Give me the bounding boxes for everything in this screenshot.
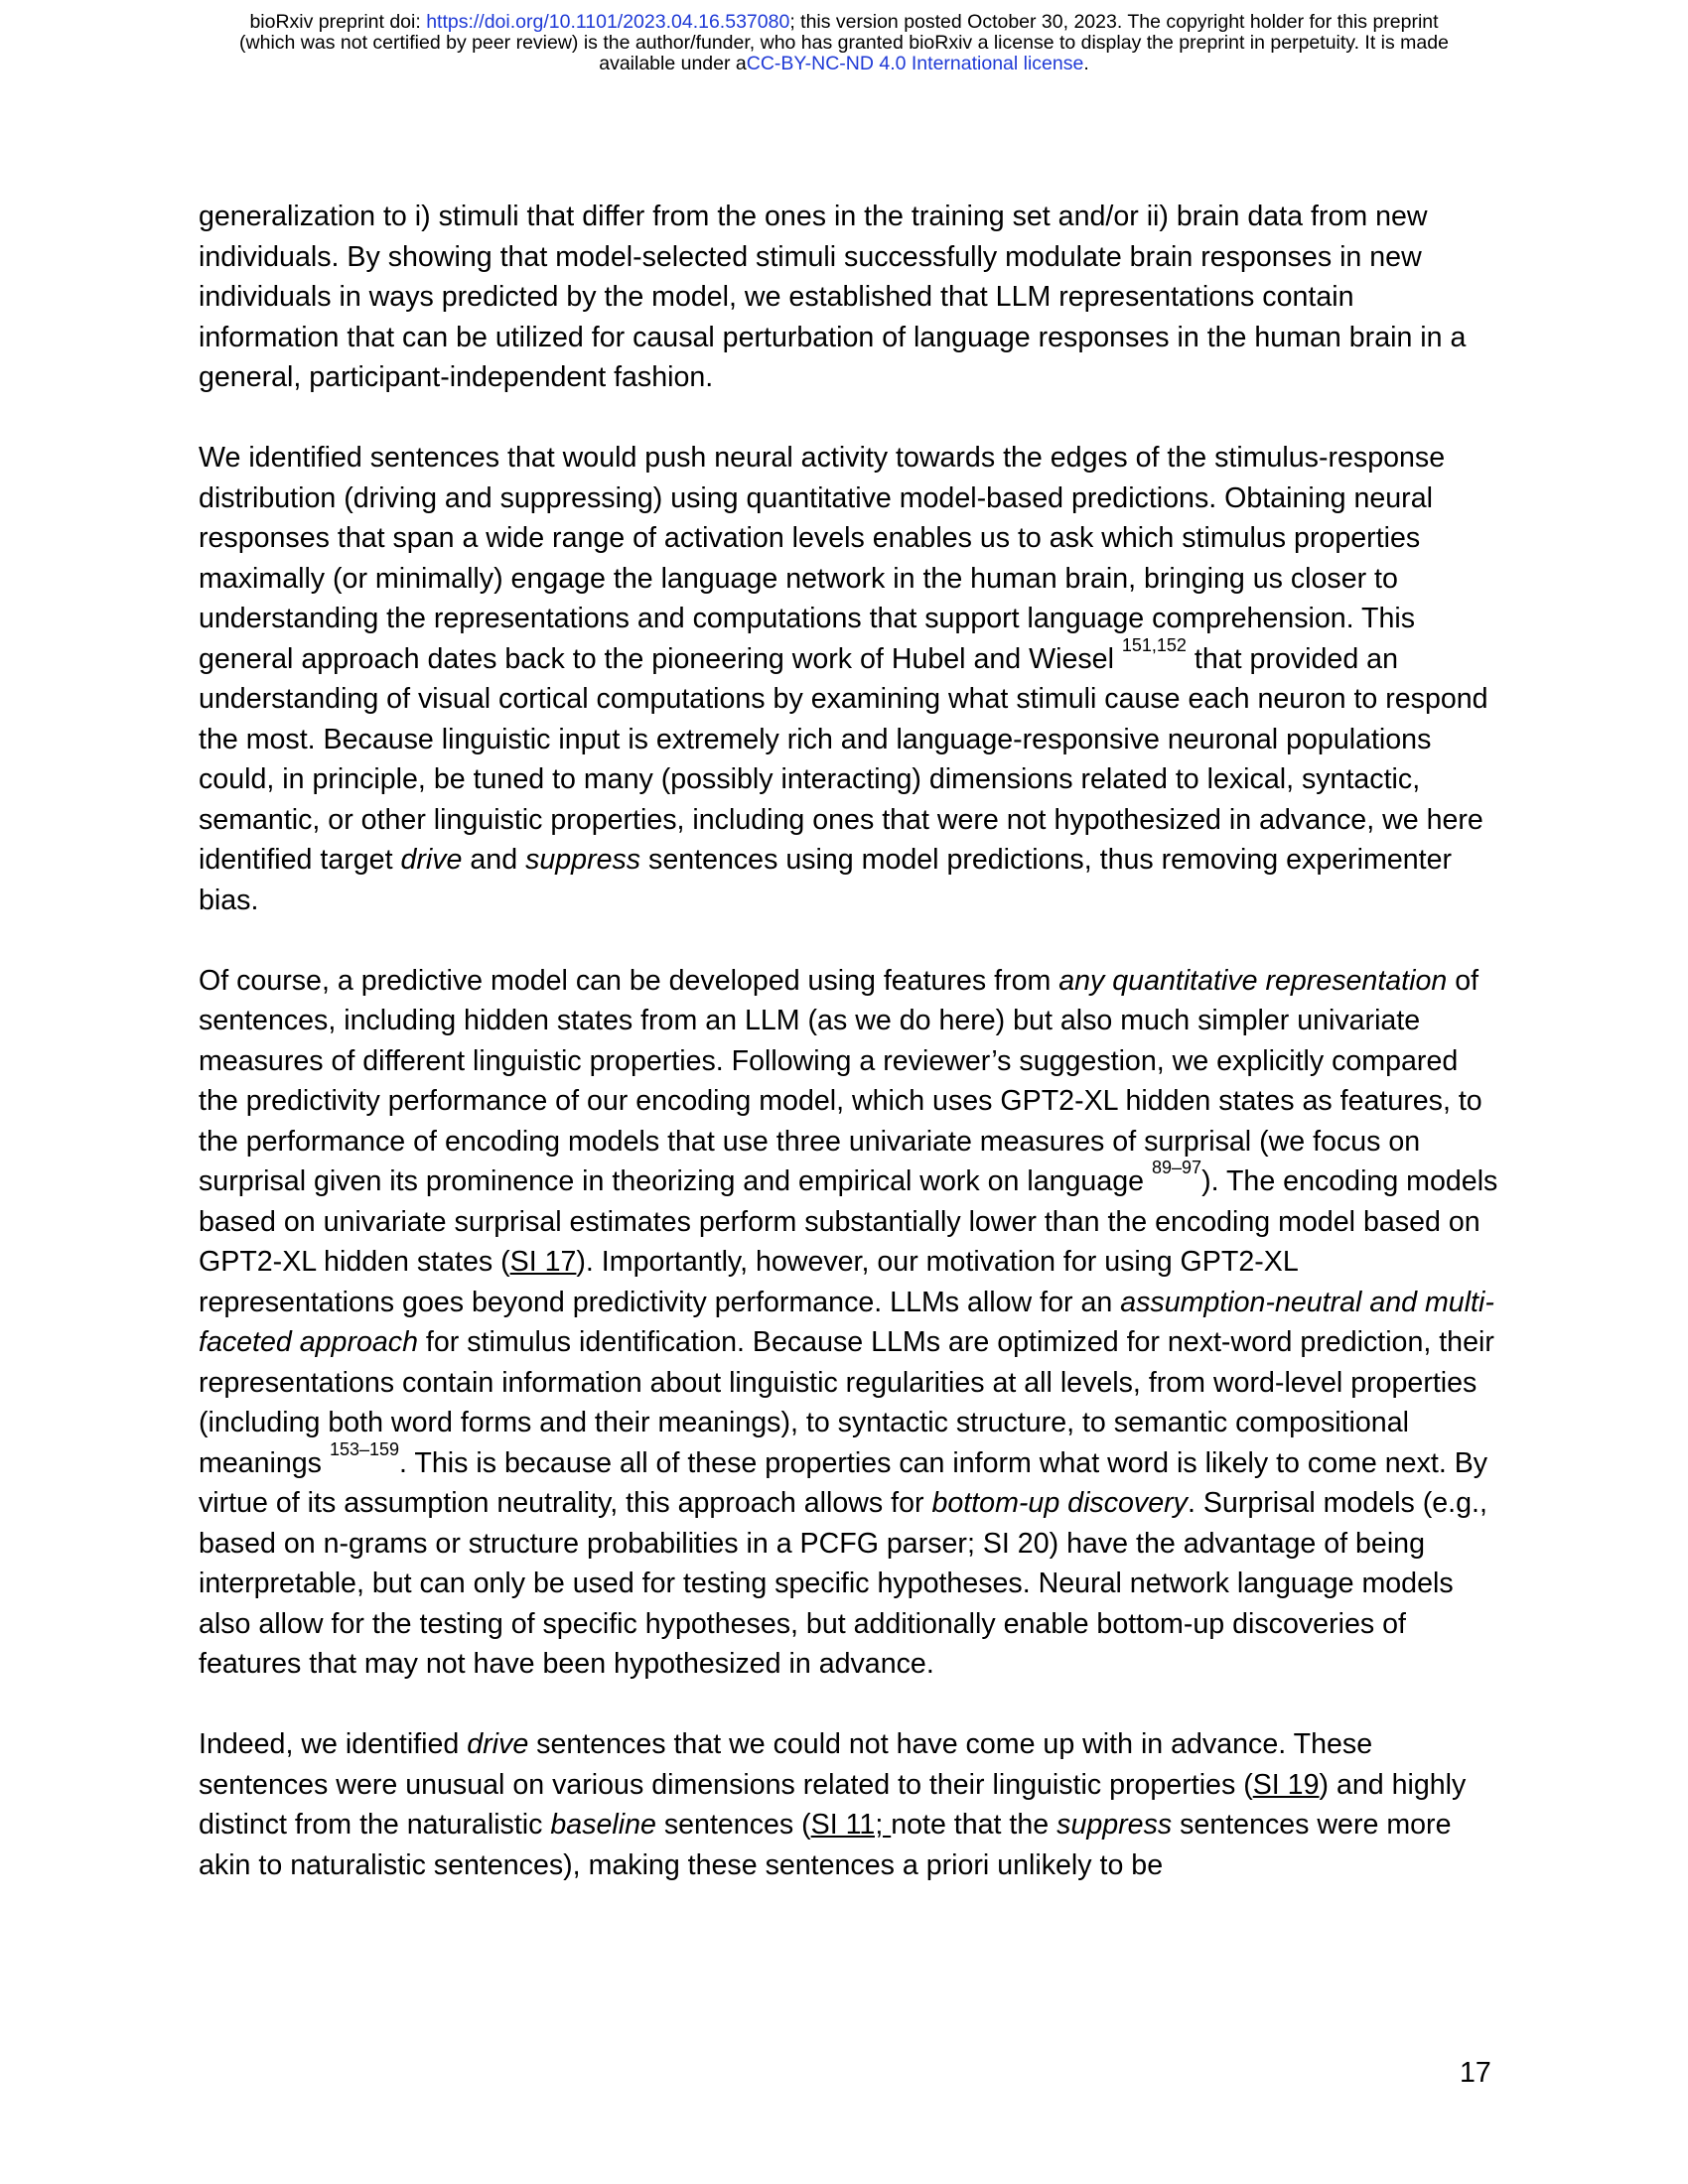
- paragraph-1: generalization to i) stimuli that differ from the ones in the training set and/or ii) brain data from new individuals. By showing that model-selected stimuli successfully modulate brain responses in new individuals in ways predicted by the model, we established that LLM representations contain information that can be utilized for causal perturbation of language responses in the human brain in a general, participant-independent fashion.: [199, 201, 1467, 393]
- header-text: ; this version posted October 30, 2023. The copyright holder for this preprint: [789, 11, 1439, 33]
- doi-link[interactable]: https://doi.org/10.1101/2023.04.16.537080: [426, 11, 790, 33]
- text-span: sentences (: [655, 1809, 811, 1841]
- text-span: of sentences, including hidden states from an LLM (as we do here) but also much simpler univariate measures of different linguistic properties. Following a reviewer’s suggestion, we explicitly compared the predictivity performance of our encoding model, which uses GPT2-XL hidden states as features, to the performance of encoding models that use three univariate measures of surprisal (we focus on surprisal given its prominence in theorizing and empirical work on language: [199, 964, 1482, 1197]
- citation-superscript: 151,152: [1121, 634, 1187, 655]
- text-span: ) and highly distinct from the naturalistic: [199, 1768, 1467, 1841]
- emphasis: any quantitative representation: [1058, 964, 1448, 997]
- text-span: sentences that we could not have come up with in advance. These sentences were unusual on various dimensions related to their linguistic properties (: [199, 1728, 1373, 1801]
- preprint-header: [0, 12, 1688, 74]
- text-span: Indeed, we identified: [199, 1728, 468, 1760]
- header-text: bioRxiv preprint doi:: [249, 11, 427, 33]
- header-line-2: (which was not certified by peer review) is the author/funder, who has granted bioRxiv a license to display the preprint in perpetuity. It is made: [239, 32, 1449, 54]
- text-span: . Surprisal models (e.g., based on n-grams or structure probabilities in a PCFG parser; SI 20) have the advantage of being interpretable, but can only be used for testing specific hypotheses. Neural network language models also allow for the testing of specific hypotheses, but additionally enable bottom-up discoveries of features that may not have been hypothesized in advance.: [199, 1487, 1487, 1680]
- si-17-link[interactable]: SI 17: [509, 1246, 577, 1278]
- si-11-link[interactable]: SI 11;: [810, 1809, 892, 1841]
- page-number: 17: [1460, 2057, 1491, 2089]
- header-text: available under a: [599, 53, 747, 74]
- emphasis: drive: [400, 844, 463, 876]
- citation-superscript: 153–159: [329, 1438, 400, 1459]
- si-19-link[interactable]: SI 19: [1252, 1768, 1320, 1801]
- paragraph-3: [199, 961, 1499, 1685]
- body-text: [199, 197, 1499, 1926]
- header-line-3: [0, 54, 1688, 74]
- text-span: sentences using model predictions, thus removing experimenter bias.: [199, 844, 1453, 916]
- header-line-1: [0, 12, 1688, 33]
- text-span: sentences were more akin to naturalistic sentences), making these sentences a priori unlikely to be: [199, 1809, 1452, 1881]
- emphasis: suppress: [1056, 1809, 1173, 1841]
- paragraph-2: [199, 438, 1499, 920]
- text-span: for stimulus identification. Because LLMs are optimized for next-word prediction, their representations contain information about linguistic regularities at all levels, from word-level properties (including both word forms and their meanings), to syntactic structure, to semantic compositional meanings: [199, 1326, 1494, 1479]
- citation-superscript: 89–97: [1152, 1158, 1202, 1177]
- text-span: and: [462, 844, 526, 876]
- text-span: We identified sentences that would push neural activity towards the edges of the stimulus-response distribution (driving and suppressing) using quantitative model-based predictions. Obtaining neural responses that span a wide range of activation levels enables us to ask which stimulus properties maximally (or minimally) engage the language network in the human brain, bringing us closer to understanding the representations and computations that support language comprehension. This general approach dates back to the pioneering work of Hubel and Wiesel: [199, 442, 1446, 675]
- emphasis: assumption-neutral and multi-faceted approach: [199, 1286, 1494, 1358]
- text-span: that provided an understanding of visual cortical computations by examining what stimuli cause each neuron to respond the most. Because linguistic input is extremely rich and language-responsive neuronal populations could, in principle, be tuned to many (possibly interacting) dimensions related to lexical, syntactic, semantic, or other linguistic properties, including ones that were not hypothesized in advance, we here identified target: [199, 642, 1488, 876]
- emphasis: suppress: [525, 844, 641, 876]
- text-span: . This is because all of these properties can inform what word is likely to come next. By virtue of its assumption neutrality, this approach allows for: [199, 1446, 1488, 1519]
- license-link[interactable]: CC-BY-NC-ND 4.0 International license: [746, 53, 1084, 74]
- emphasis: drive: [467, 1728, 529, 1760]
- emphasis: baseline: [550, 1809, 656, 1841]
- emphasis: bottom-up discovery: [931, 1487, 1188, 1519]
- text-span: ). Importantly, however, our motivation for using GPT2-XL representations goes beyond predictivity performance. LLMs allow for an: [199, 1246, 1298, 1318]
- paragraph-4: [199, 1724, 1499, 1885]
- text-span: Of course, a predictive model can be developed using features from: [199, 964, 1059, 997]
- header-text: .: [1083, 53, 1089, 74]
- text-span: note that the: [891, 1809, 1057, 1841]
- text-span: ). The encoding models based on univariate surprisal estimates perform substantially lower than the encoding model based on GPT2-XL hidden states (: [199, 1165, 1498, 1278]
